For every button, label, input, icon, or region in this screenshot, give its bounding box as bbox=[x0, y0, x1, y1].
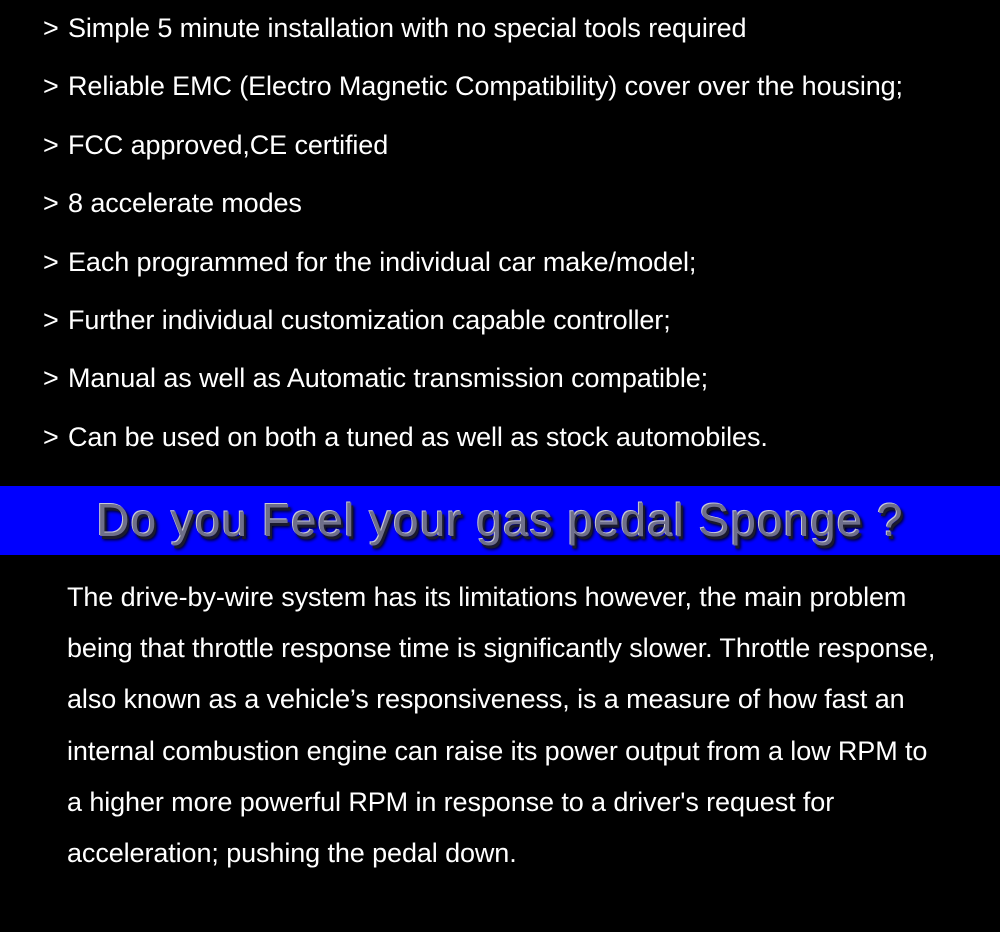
bullet-marker: > bbox=[43, 421, 59, 452]
bullet-marker: > bbox=[43, 304, 59, 335]
bullet-marker: > bbox=[43, 129, 59, 160]
feature-item bbox=[43, 420, 903, 478]
feature-text: Manual as well as Automatic transmission compatible; bbox=[68, 363, 709, 394]
feature-text: Further individual customization capable controller; bbox=[68, 304, 671, 335]
feature-text: Reliable EMC (Electro Magnetic Compatibility) cover over the housing; bbox=[68, 71, 903, 102]
bullet-marker: > bbox=[43, 188, 59, 219]
feature-item bbox=[43, 245, 903, 303]
feature-item bbox=[43, 186, 903, 244]
feature-item bbox=[43, 303, 903, 361]
bullet-marker: > bbox=[43, 363, 59, 394]
feature-item bbox=[43, 128, 903, 186]
feature-text: FCC approved,CE certified bbox=[68, 129, 389, 160]
feature-item bbox=[43, 69, 903, 127]
feature-item bbox=[43, 11, 903, 69]
section-banner bbox=[0, 486, 1000, 555]
bullet-marker: > bbox=[43, 71, 59, 102]
feature-text: Each programmed for the individual car make/model; bbox=[68, 246, 697, 277]
banner-heading: Do you Feel your gas pedal Sponge ? bbox=[96, 494, 904, 546]
bullet-marker: > bbox=[43, 246, 59, 277]
feature-text: Simple 5 minute installation with no special tools required bbox=[68, 13, 747, 43]
feature-list bbox=[43, 11, 903, 478]
description-paragraph: The drive-by-wire system has its limitations however, the main problem being that throttle response time is significantly slower. Throttle response, also known as a vehicle’s responsiveness, is a measure of how fast an internal combustion engine can raise its power output from a low RPM to a higher more powerful RPM in response to a driver's request for acceleration; pushing the pedal down. bbox=[67, 582, 936, 869]
feature-item bbox=[43, 361, 903, 419]
feature-text: Can be used on both a tuned as well as stock automobiles. bbox=[68, 421, 768, 452]
bullet-marker: > bbox=[43, 13, 59, 43]
feature-text: 8 accelerate modes bbox=[68, 188, 302, 219]
